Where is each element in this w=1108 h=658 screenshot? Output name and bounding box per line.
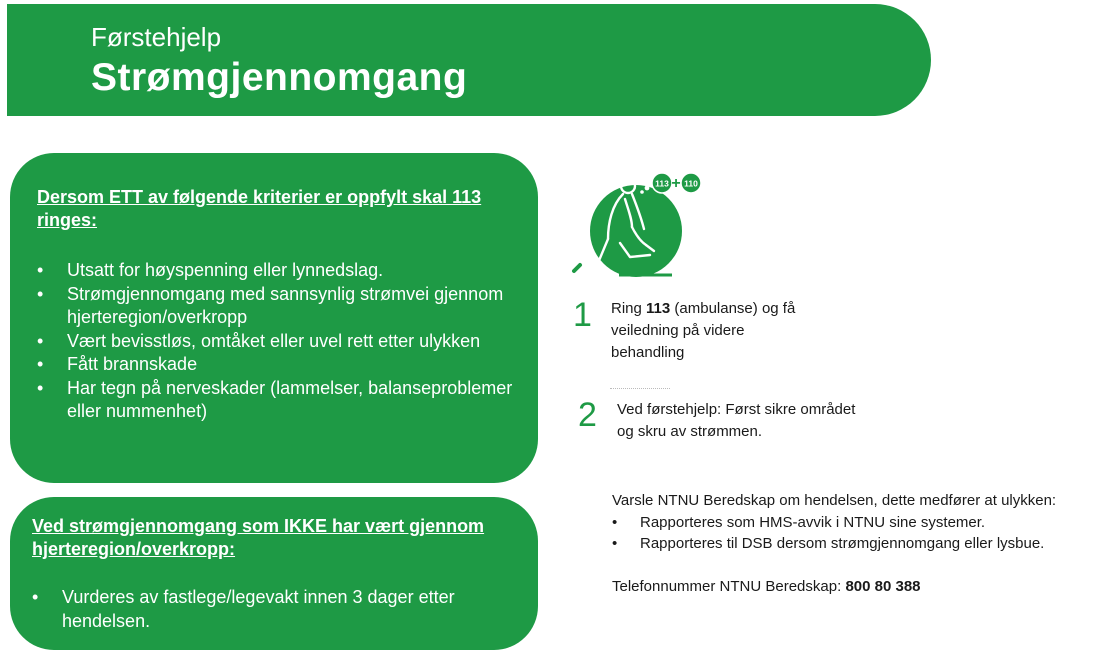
criteria-item: • Vært bevisstløs, omtåket eller uvel rett etter ulykken bbox=[37, 330, 527, 354]
notice-list bbox=[612, 512, 1102, 555]
divider bbox=[610, 388, 670, 389]
bubble-113 bbox=[652, 173, 672, 193]
not-heart-card bbox=[10, 497, 538, 650]
step-1-text-end: (ambulanse) og få veiledning på videre behandling bbox=[611, 300, 796, 361]
phone-number: 800 80 388 bbox=[845, 578, 921, 595]
criteria-item: • Har tegn på nerveskader (lammelser, balanseproblemer eller nummenhet) bbox=[37, 377, 527, 424]
title-banner bbox=[7, 4, 931, 116]
not-heart-heading: Ved strømgjennomgang som IKKE har vært gjennom hjerteregion/overkropp: bbox=[32, 516, 485, 559]
not-heart-item: • Vurderes av fastlege/legevakt innen 3 dager etter hendelsen. bbox=[32, 586, 512, 633]
svg-text:113: 113 bbox=[655, 178, 669, 189]
notice-intro: Varsle NTNU Beredskap om hendelsen, dette medfører at ulykken: bbox=[612, 492, 1057, 509]
criteria-item: • Utsatt for høyspenning eller lynnedslag. bbox=[37, 259, 527, 283]
call-113-criteria-card bbox=[10, 153, 538, 483]
step-number-2: 2 bbox=[578, 396, 597, 434]
svg-text:110: 110 bbox=[684, 178, 698, 189]
person-kneeling-on-phone-icon bbox=[570, 165, 710, 285]
notice-item: • Rapporteres til DSB dersom strømgjennomgang eller lysbue. bbox=[612, 533, 1102, 555]
criteria-item: • Strømgjennomgang med sannsynlig strømvei gjennom hjerteregion/overkropp bbox=[37, 283, 527, 330]
bubble-110 bbox=[681, 173, 701, 193]
page-kicker: Førstehjelp bbox=[91, 22, 222, 52]
phone-line bbox=[612, 578, 921, 595]
step-text-1 bbox=[611, 298, 811, 364]
criteria-item: • Fått brannskade bbox=[37, 353, 527, 377]
ambulance-number: 113 bbox=[646, 300, 671, 317]
not-heart-list bbox=[32, 586, 512, 633]
page-title: Strømgjennomgang bbox=[91, 56, 468, 99]
criteria-list bbox=[37, 259, 527, 424]
plus-sign: + bbox=[671, 175, 681, 192]
step-1-text-start: Ring bbox=[611, 300, 647, 317]
criteria-heading: Dersom ETT av følgende kriterier er oppfylt skal 113 ringes: bbox=[37, 187, 482, 230]
notice-section bbox=[612, 490, 1102, 555]
step-text-2: Ved førstehjelp: Først sikre området og skru av strømmen. bbox=[617, 401, 856, 440]
step-number-1: 1 bbox=[573, 296, 592, 334]
notice-item: • Rapporteres som HMS-avvik i NTNU sine systemer. bbox=[612, 512, 1102, 534]
phone-label: Telefonnummer NTNU Beredskap: bbox=[612, 578, 846, 595]
